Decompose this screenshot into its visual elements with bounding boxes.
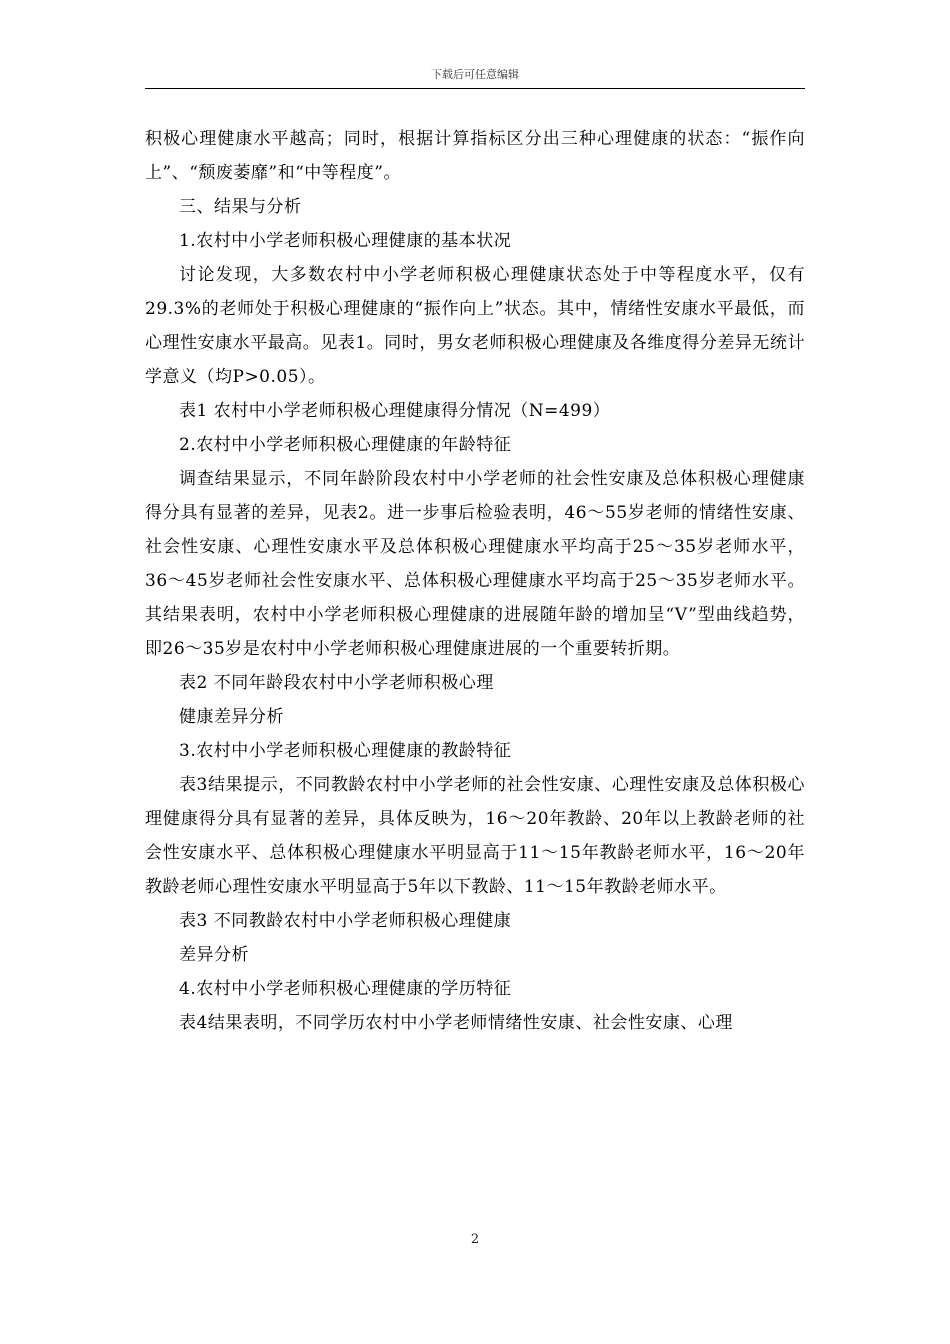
subsection-heading: 1.农村中小学老师积极心理健康的基本状况	[179, 231, 512, 251]
subsection-heading: 3.农村中小学老师积极心理健康的教龄特征	[179, 741, 512, 761]
page-number: 2	[470, 1232, 480, 1247]
paragraph: 讨论发现，大多数农村中小学老师积极心理健康状态处于中等程度水平，仅有29.3%的老师处于积极心理健康的“振作向上”状态。其中，情绪性安康水平最低，而心理性安康水平最高。见表1。同时，男女老师积极心理健康及各维度得分差异无统计学意义（均P>0.05）。	[145, 265, 805, 387]
paragraph: 表4结果表明，不同学历农村中小学老师情绪性安康、社会性安康、心理	[179, 1013, 733, 1033]
paragraph: 调查结果显示，不同年龄阶段农村中小学老师的社会性安康及总体积极心理健康得分具有显著的差异，见表2。进一步事后检验表明，46～55岁老师的情绪性安康、社会性安康、心理性安康水平及总体积极心理健康水平均高于25～35岁老师水平，36～45岁老师社会性安康水平、总体积极心理健康水平均高于25～35岁老师水平。其结果表明，农村中小学老师积极心理健康的进展随年龄的增加呈“V”型曲线趋势，即26～35岁是农村中小学老师积极心理健康进展的一个重要转折期。	[145, 469, 805, 659]
subsection-heading: 4.农村中小学老师积极心理健康的学历特征	[179, 979, 512, 999]
subsection-heading: 2.农村中小学老师积极心理健康的年龄特征	[179, 435, 512, 455]
table-caption: 表2 不同年龄段农村中小学老师积极心理	[179, 673, 494, 693]
table-caption-continued: 健康差异分析	[179, 707, 284, 727]
document-body	[145, 122, 805, 1040]
table-caption: 表1 农村中小学老师积极心理健康得分情况（N=499）	[179, 401, 611, 421]
header-divider	[145, 88, 805, 89]
table-caption-continued: 差异分析	[179, 945, 249, 965]
section-heading: 三、结果与分析	[179, 197, 302, 217]
page-header: 下载后可任意编辑	[431, 68, 519, 81]
table-caption: 表3 不同教龄农村中小学老师积极心理健康	[179, 911, 512, 931]
paragraph: 表3结果提示，不同教龄农村中小学老师的社会性安康、心理性安康及总体积极心理健康得分具有显著的差异，具体反映为，16～20年教龄、20年以上教龄老师的社会性安康水平、总体积极心理健康水平明显高于11～15年教龄老师水平，16～20年教龄老师心理性安康水平明显高于5年以下教龄、11～15年教龄老师水平。	[145, 775, 805, 897]
paragraph: 积极心理健康水平越高；同时，根据计算指标区分出三种心理健康的状态：“振作向上”、“颓废萎靡”和“中等程度”。	[145, 129, 805, 183]
